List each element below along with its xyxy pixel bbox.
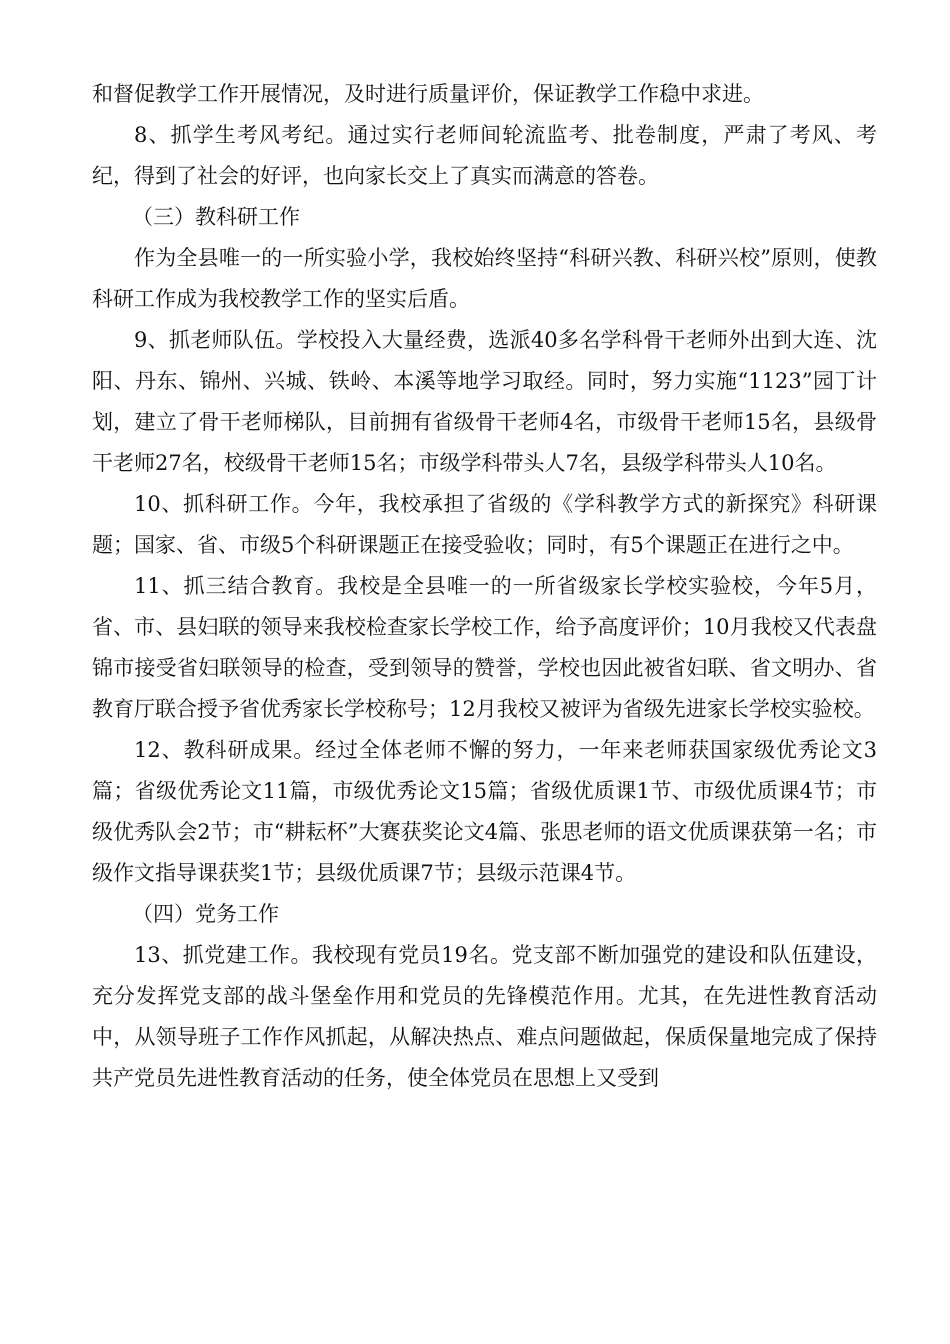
paragraph-research-intro: 作为全县唯一的一所实验小学，我校始终坚持“科研兴教、科研兴校”原则，使教科研工作成为我校教学工作的坚实后盾。 [92, 246, 877, 311]
paragraph-item-9: 9、抓老师队伍。学校投入大量经费，选派40多名学科骨干老师外出到大连、沈阳、丹东、锦州、兴城、铁岭、本溪等地学习取经。同时，努力实施“1123”园丁计划，建立了骨干老师梯队，目前拥有省级骨干老师4名，市级骨干老师15名，县级骨干老师27名，校级骨干老师15名；市级学科带头人7名，县级学科带头人10名。 [92, 328, 877, 475]
document-page [92, 74, 877, 1099]
paragraph-item-13: 13、抓党建工作。我校现有党员19名。党支部不断加强党的建设和队伍建设，充分发挥党支部的战斗堡垒作用和党员的先锋模范作用。尤其，在先进性教育活动中，从领导班子工作作风抓起，从解决热点、难点问题做起，保质保量地完成了保持共产党员先进性教育活动的任务，使全体党员在思想上又受到 [92, 943, 877, 1090]
section-heading-research: （三）教科研工作 [132, 205, 300, 229]
paragraph-item-8: 8、抓学生考风考纪。通过实行老师间轮流监考、批卷制度，严肃了考风、考纪，得到了社会的好评，也向家长交上了真实而满意的答卷。 [92, 123, 877, 188]
paragraph-item-10: 10、抓科研工作。今年，我校承担了省级的《学科教学方式的新探究》科研课题；国家、省、市级5个科研课题正在接受验收；同时，有5个课题正在进行之中。 [92, 492, 877, 557]
section-heading-party: （四）党务工作 [132, 902, 279, 926]
paragraph-continued: 和督促教学工作开展情况，及时进行质量评价，保证教学工作稳中求进。 [92, 82, 764, 106]
paragraph-item-11: 11、抓三结合教育。我校是全县唯一的一所省级家长学校实验校，今年5月，省、市、县妇联的领导来我校检查家长学校工作，给予高度评价；10月我校又代表盘锦市接受省妇联领导的检查，受到领导的赞誉，学校也因此被省妇联、省文明办、省教育厅联合授予省优秀家长学校称号；12月我校又被评为省级先进家长学校实验校。 [92, 574, 877, 721]
paragraph-item-12: 12、教科研成果。经过全体老师不懈的努力，一年来老师获国家级优秀论文3篇；省级优秀论文11篇，市级优秀论文15篇；省级优质课1节、市级优质课4节；市级优秀队会2节；市“耕耘杯”大赛获奖论文4篇、张思老师的语文优质课获第一名；市级作文指导课获奖1节；县级优质课7节；县级示范课4节。 [92, 738, 877, 885]
